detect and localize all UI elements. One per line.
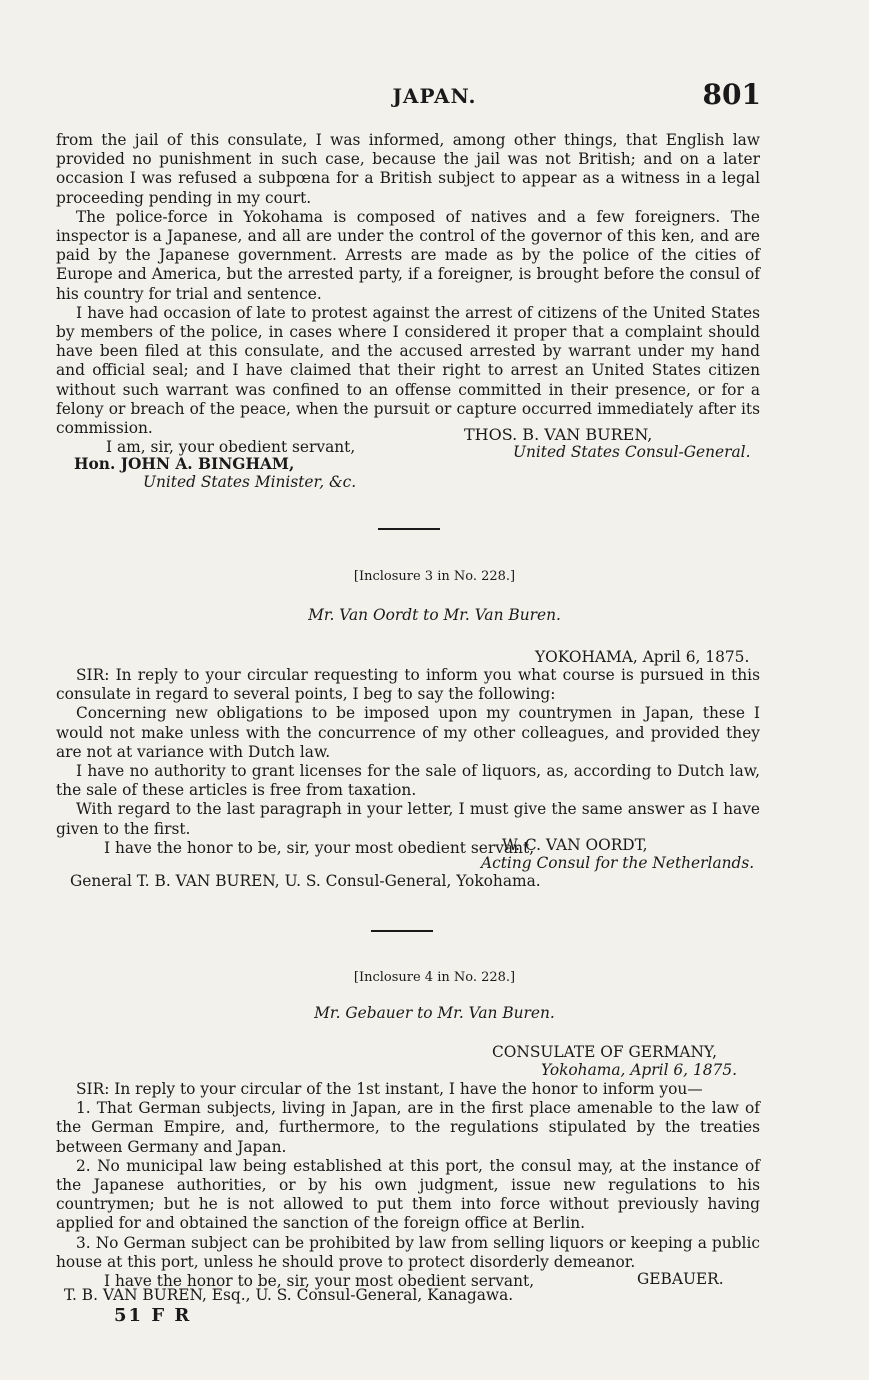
inclosure4-body <box>56 1080 760 1291</box>
paragraph: SIR: In reply to your circular of the 1st instant, I have the honor to inform you— <box>76 1080 703 1098</box>
section-divider <box>371 930 433 932</box>
signer-name: THOS. B. VAN BUREN, <box>464 425 653 444</box>
paragraph: Concerning new obligations to be imposed upon my countrymen in Japan, these I would not make unless with the concurrence of my other colleagues, and provided they are not at variance with Dutch law. <box>56 704 760 761</box>
closing-line: I have the honor to be, sir, your most obedient servant, <box>104 838 535 857</box>
paragraph: I have no authority to grant licenses for the sale of liquors, as, according to Dutch law, the sale of these articles is free from taxation. <box>56 762 760 800</box>
dateline: YOKOHAMA, April 6, 1875. <box>535 648 750 666</box>
inclosure3-body <box>56 666 760 858</box>
signature-mark: 51 F R <box>114 1305 192 1326</box>
paragraph: 1. That German subjects, living in Japan, are in the first place amenable to the law of the German Empire, and, furthermore, to the regulations stipulated by the treaties between Germany and Japan. <box>56 1099 760 1156</box>
addressee-line: General T. B. VAN BUREN, U. S. Consul-General, Yokohama. <box>70 872 541 890</box>
signer-name: W. C. VAN OORDT, <box>502 836 648 854</box>
addressee-line: T. B. VAN BUREN, Esq., U. S. Consul-General, Kanagawa. <box>64 1286 514 1304</box>
signer-name: GEBAUER. <box>637 1270 724 1288</box>
paragraph: I have had occasion of late to protest against the arrest of citizens of the United States by members of the police, in cases where I considered it proper that a complaint should have been filed at this consulate, and the accused arrested by warrant under my hand and official seal; and I have claimed that their right to arrest an United States citizen without such warrant was confined to an offense committed in their presence, or for a felony or breach of the peace, when the pursuit or capture occurred immediately after its commission. <box>56 303 760 438</box>
paragraph: With regard to the last paragraph in your letter, I must give the same answer as I have given to the first. <box>56 800 760 838</box>
page-number: 801 <box>702 78 761 111</box>
signer-title: Acting Consul for the Netherlands. <box>481 854 755 872</box>
running-head-title: JAPAN. <box>392 84 477 108</box>
addressee-title: United States Minister, &c. <box>143 473 357 491</box>
paragraph: SIR: In reply to your circular requesting to inform you what course is pursued in this consulate in regard to several points, I beg to say the following: <box>56 666 760 704</box>
dateline: Yokohama, April 6, 1875. <box>541 1061 738 1079</box>
paragraph: from the jail of this consulate, I was informed, among other things, that English law provided no punishment in such case, because the jail was not British; and on a later occasion I was refused a subpœna for a British subject to appear as a witness in a legal proceeding pending in my court. <box>56 131 760 207</box>
closing-line: I am, sir, your obedient servant, <box>106 438 356 457</box>
inclosure-heading: [Inclosure 4 in No. 228.] <box>353 970 516 985</box>
inclosure-heading: [Inclosure 3 in No. 228.] <box>353 569 516 584</box>
paragraph: 3. No German subject can be prohibited by law from selling liquors or keeping a public house at this port, unless he should prove to protect disorderly demeanor. <box>56 1233 760 1271</box>
letter1-body <box>56 131 760 457</box>
closing-line: I have the honor to be, sir, your most obedient servant, <box>104 1272 535 1291</box>
dateline: CONSULATE OF GERMANY, <box>492 1043 717 1061</box>
addressee-name: Hon. JOHN A. BINGHAM, <box>74 455 295 473</box>
inclosure-subject: Mr. Gebauer to Mr. Van Buren. <box>314 1004 555 1022</box>
paragraph: 2. No municipal law being established at this port, the consul may, at the instance of the Japanese authorities, or by his own judgment, issue new regulations to his countrymen; but he is not allowed to put them into force without previously having applied for and obtained the sanction of the foreign office at Berlin. <box>56 1156 760 1233</box>
paragraph: The police-force in Yokohama is composed of natives and a few foreigners. The inspector is a Japanese, and all are under the control of the governor of this ken, and are paid by the Japanese government. Arrests are made as by the police of the cities of Europe and America, but the arrested party, if a foreigner, is brought before the consul of his country for trial and sentence. <box>56 207 760 303</box>
section-divider <box>378 528 440 530</box>
signer-title: United States Consul-General. <box>513 443 751 461</box>
inclosure-subject: Mr. Van Oordt to Mr. Van Buren. <box>308 606 561 624</box>
